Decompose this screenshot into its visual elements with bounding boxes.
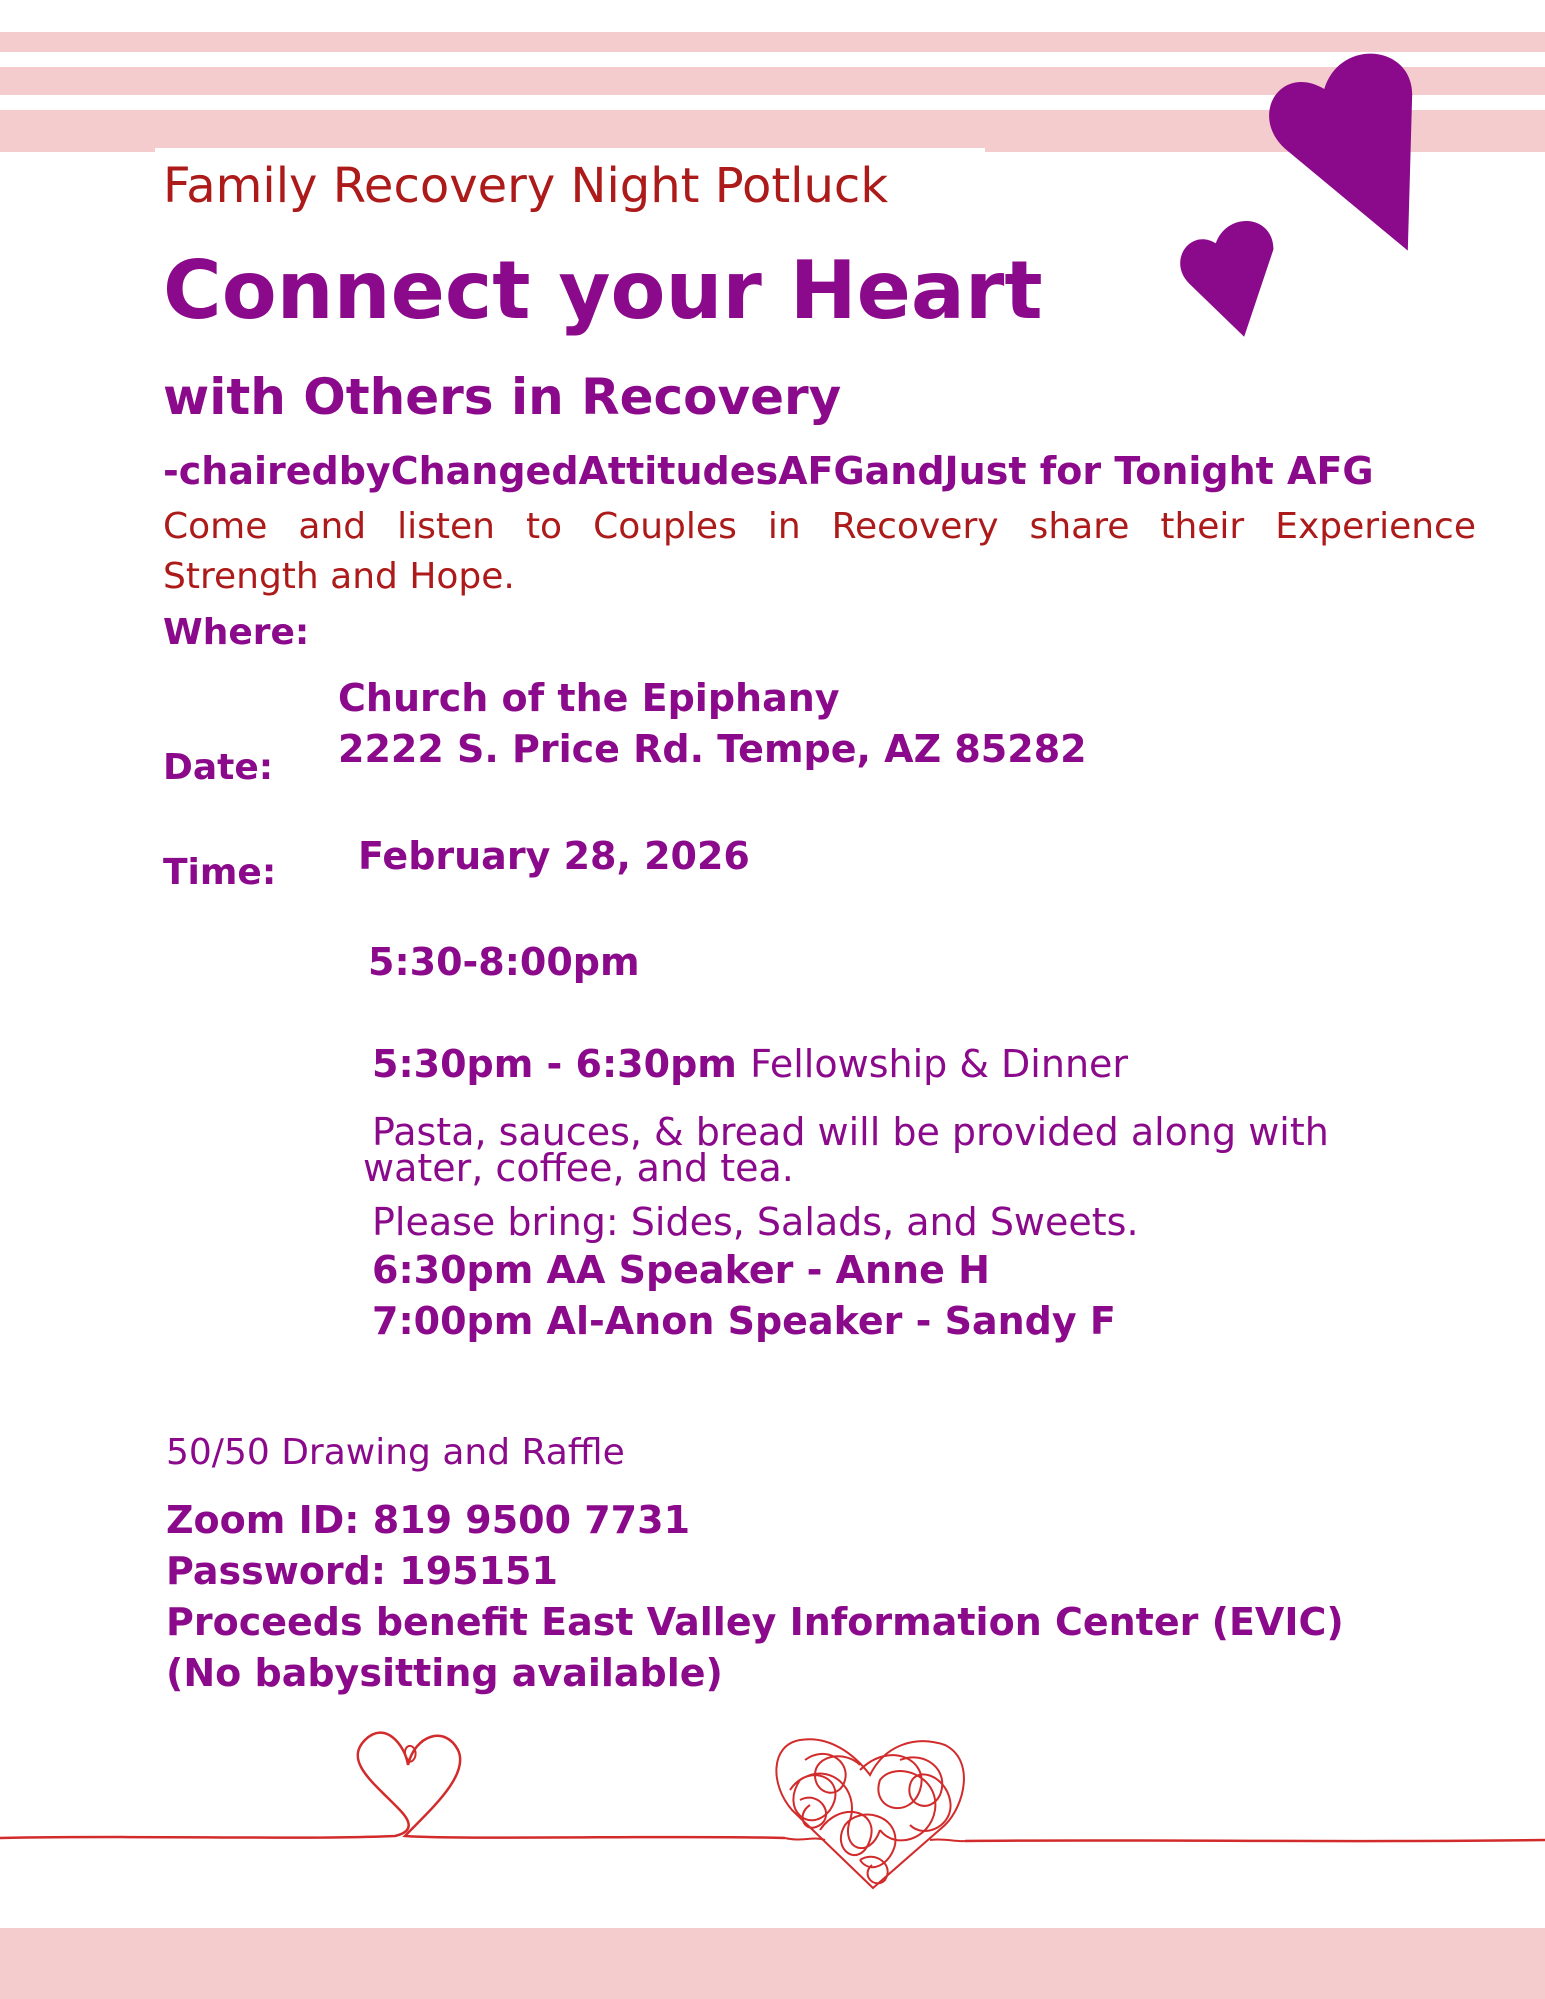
venue-address: 2222 S. Price Rd. Tempe, AZ 85282	[338, 727, 1087, 771]
bring-items: Please bring: Sides, Salads, and Sweets.	[372, 1200, 1139, 1244]
fellowship-label: Fellowship & Dinner	[750, 1042, 1129, 1086]
drawing-raffle: 50/50 Drawing and Raffle	[166, 1432, 625, 1473]
intro-line-2: Strength and Hope.	[163, 556, 515, 597]
alanon-speaker: 7:00pm Al-Anon Speaker - Sandy F	[372, 1299, 1116, 1343]
event-time: 5:30-8:00pm	[368, 940, 640, 984]
zoom-id: Zoom ID: 819 9500 7731	[166, 1498, 691, 1542]
event-name: Family Recovery Night Potluck	[163, 158, 889, 214]
date-label: Date:	[163, 747, 274, 788]
event-date: February 28, 2026	[358, 834, 750, 878]
chaired-by: -chairedbyChangedAttitudesAFGandJust for Tonight AFG	[163, 449, 1374, 493]
zoom-password: Password: 195151	[166, 1549, 558, 1593]
food-line-2: water, coffee, and tea.	[363, 1146, 794, 1190]
subheadline: with Others in Recovery	[163, 368, 842, 426]
aa-speaker: 6:30pm AA Speaker - Anne H	[372, 1248, 990, 1292]
proceeds-note: Proceeds benefit East Valley Information Center (EVIC)	[166, 1600, 1344, 1644]
time-label: Time:	[163, 852, 277, 893]
babysitting-note: (No babysitting available)	[166, 1651, 723, 1695]
headline: Connect your Heart	[163, 244, 1043, 337]
food-line-1: Pasta, sauces, & bread will be provided along with	[372, 1110, 1329, 1154]
intro-line-1: Come and listen to Couples in Recovery share their Experience	[163, 506, 1476, 547]
venue-name: Church of the Epiphany	[338, 676, 840, 720]
fellowship-time: 5:30pm - 6:30pm	[372, 1042, 737, 1086]
where-label: Where:	[163, 612, 310, 653]
